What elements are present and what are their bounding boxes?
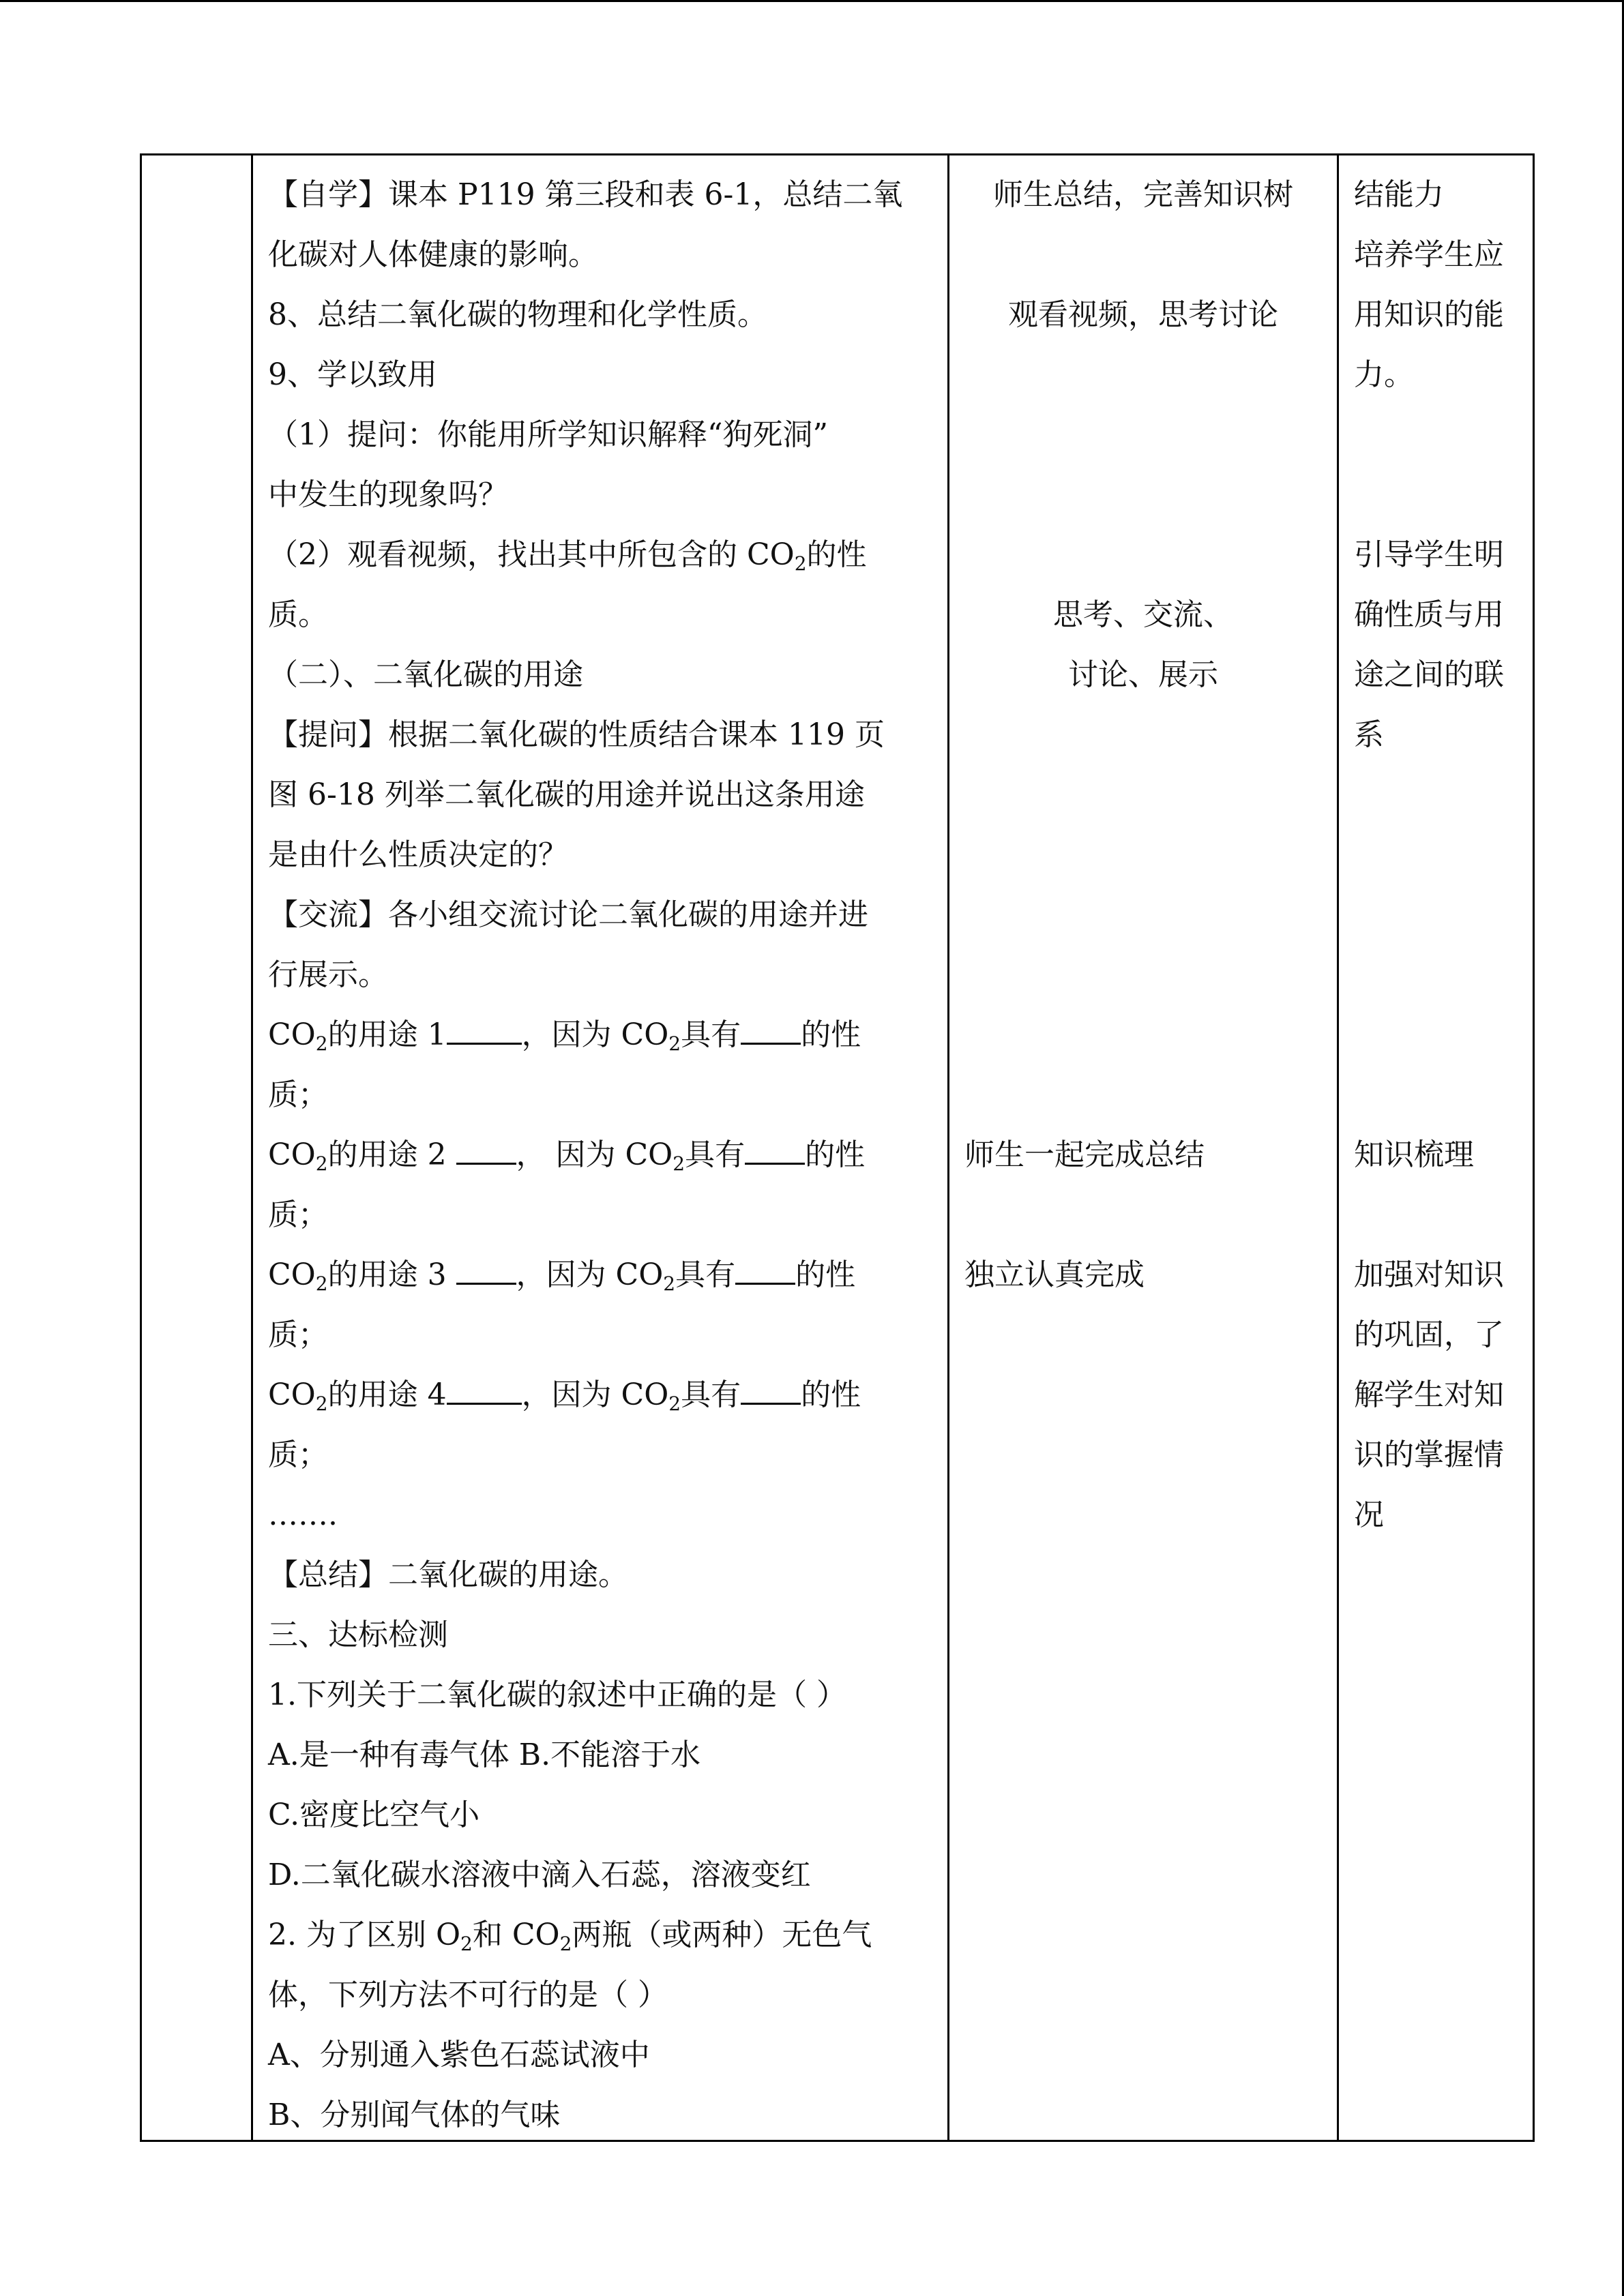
intent-line: 引导学生明 [1354, 537, 1504, 572]
section-heading: 三、达标检测 [268, 1617, 448, 1652]
answer-blank[interactable] [447, 1015, 522, 1045]
question-option: C.密度比空气小 [268, 1798, 480, 1832]
content-line: 质； [268, 1197, 328, 1232]
activity-line: 思考、交流、 [1053, 597, 1233, 632]
question-1: 1.下列关于二氧化碳的叙述中正确的是（ ） [268, 1678, 846, 1712]
activity-line: 师生总结，完善知识树 [993, 177, 1293, 212]
teaching-content-cell [252, 155, 949, 2141]
activity-line: 观看视频，思考讨论 [1008, 297, 1278, 332]
content-line: 【交流】各小组交流讨论二氧化碳的用途并进 [268, 897, 868, 932]
activity-line: 独立认真完成 [964, 1257, 1145, 1292]
answer-blank[interactable] [456, 1255, 516, 1285]
intent-line: 识的掌握情 [1354, 1437, 1504, 1472]
design-intent-cell [1338, 155, 1534, 2141]
intent-line: 用知识的能 [1354, 297, 1504, 332]
lesson-plan-table [140, 153, 1535, 2142]
content-line: 体，下列方法不可行的是（ ） [268, 1978, 668, 2012]
question-option: A.是一种有毒气体 B.不能溶于水 [268, 1738, 701, 1772]
content-line: 质； [268, 1077, 328, 1112]
intent-line: 解学生对知 [1354, 1377, 1504, 1412]
table-row [141, 155, 1534, 2141]
content-line: 【提问】根据二氧化碳的性质结合课本 119 页 [268, 717, 885, 752]
answer-blank[interactable] [741, 1015, 801, 1045]
question-2: 2. 为了区别 $O_2$和 $CO_2$两瓶（或两种）无色气 [268, 1918, 872, 1955]
answer-blank[interactable] [735, 1255, 795, 1285]
content-line: 是由什么性质决定的？ [268, 837, 568, 872]
content-line: 化碳对人体健康的影响。 [268, 237, 598, 272]
intent-line: 的巩固，了 [1354, 1317, 1504, 1352]
content-line: ……. [268, 1497, 338, 1532]
intent-line: 系 [1354, 717, 1384, 752]
answer-blank[interactable] [741, 1375, 801, 1405]
use-line-3: $CO_2$的用途 3 ，因为 $CO_2$具有 的性 [268, 1255, 855, 1296]
content-line: （二）、二氧化碳的用途 [268, 657, 583, 692]
content-line: 8、总结二氧化碳的物理和化学性质。 [268, 297, 767, 332]
student-activity-cell [949, 155, 1338, 2141]
content-line: （2）观看视频，找出其中所包含的 $CO_2$的性 [268, 537, 867, 575]
content-line: 【总结】二氧化碳的用途。 [268, 1557, 628, 1592]
answer-blank[interactable] [745, 1135, 805, 1165]
content-line: （1）提问：你能用所学知识解释“狗死洞” [268, 417, 828, 452]
answer-blank[interactable] [447, 1375, 522, 1405]
intent-line: 知识梳理 [1354, 1137, 1474, 1172]
question-option: D.二氧化碳水溶液中滴入石蕊，溶液变红 [268, 1858, 811, 1892]
content-line: 质； [268, 1437, 328, 1472]
activity-line: 讨论、展示 [1068, 657, 1218, 692]
use-line-1: $CO_2$的用途 1 ，因为 $CO_2$具有 的性 [268, 1015, 861, 1056]
empty-column-cell [141, 155, 252, 2141]
use-line-4: $CO_2$的用途 4 ，因为 $CO_2$具有 的性 [268, 1375, 861, 1416]
page-top-border [0, 0, 1624, 2]
intent-line: 加强对知识 [1354, 1257, 1504, 1292]
content-line: 质。 [268, 597, 328, 632]
answer-blank[interactable] [456, 1135, 516, 1165]
intent-line: 途之间的联 [1354, 657, 1504, 692]
use-line-2: $CO_2$的用途 2 ， 因为 $CO_2$具有 的性 [268, 1135, 865, 1176]
intent-line: 培养学生应 [1354, 237, 1504, 272]
content-line: 行展示。 [268, 957, 388, 992]
question-option: B、分别闻气体的气味 [268, 2098, 561, 2132]
activity-line: 师生一起完成总结 [964, 1137, 1205, 1172]
content-line: 中发生的现象吗？ [268, 477, 508, 512]
intent-line: 力。 [1354, 357, 1414, 392]
content-line: 图 6-18 列举二氧化碳的用途并说出这条用途 [268, 777, 865, 812]
content-line: 9、学以致用 [268, 357, 437, 392]
content-line: 质； [268, 1317, 328, 1352]
intent-line: 结能力 [1354, 177, 1444, 212]
content-line: 【自学】课本 P119 第三段和表 6-1，总结二氧 [268, 177, 903, 212]
question-option: A、分别通入紫色石蕊试液中 [268, 2038, 650, 2072]
intent-line: 确性质与用 [1354, 597, 1504, 632]
intent-line: 况 [1354, 1497, 1384, 1532]
